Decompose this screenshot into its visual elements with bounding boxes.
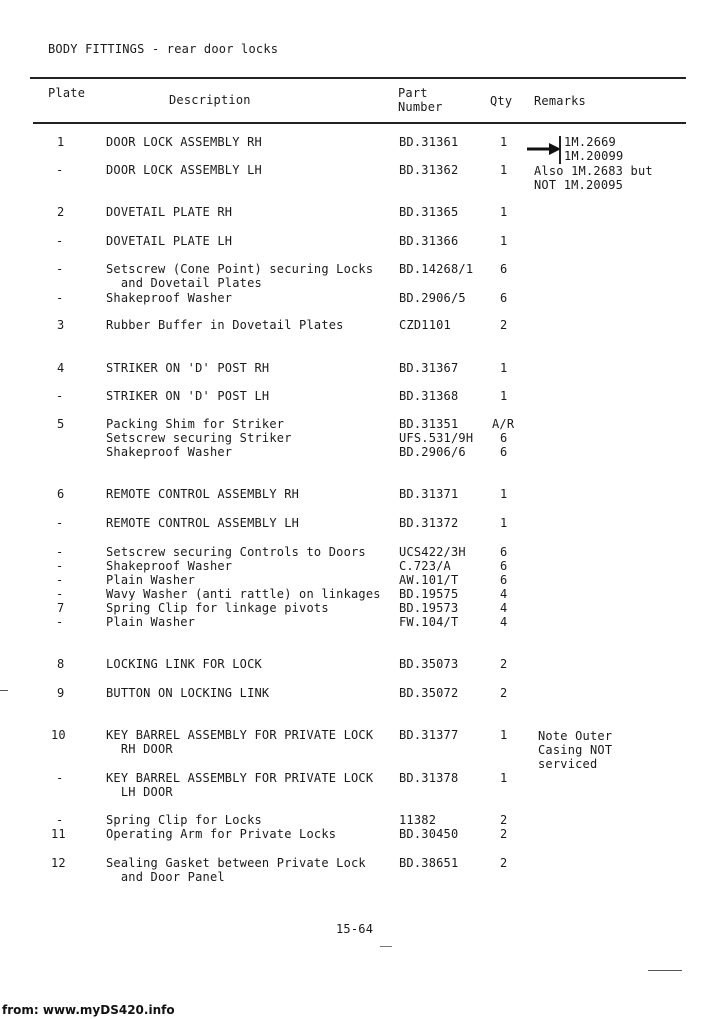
row-part-number: CZD1101 [399, 318, 451, 332]
row-qty: 1 [500, 163, 508, 177]
remark-serial-to: 1M.20099 [564, 149, 624, 163]
row-description: STRIKER ON 'D' POST RH [106, 361, 270, 375]
row-plate: 2 [57, 205, 65, 219]
row-plate: - [56, 163, 64, 177]
row-description: LOCKING LINK FOR LOCK [106, 657, 262, 671]
row-plate: 6 [57, 487, 65, 501]
col-header-qty: Qty [490, 94, 513, 108]
row-part-number: BD.31378 [399, 771, 459, 785]
row-qty: 1 [500, 361, 508, 375]
row-qty: A/R [492, 417, 515, 431]
remark-serial-from: 1M.2669 [564, 135, 616, 149]
row-part-number: BD.38651 [399, 856, 459, 870]
row-description: Operating Arm for Private Locks [106, 827, 337, 841]
row-qty: 1 [500, 389, 508, 403]
page-title: BODY FITTINGS - rear door locks [48, 42, 279, 56]
row-plate: 11 [51, 827, 66, 841]
row-description: DOVETAIL PLATE RH [106, 205, 233, 219]
row-part-number: BD.35073 [399, 657, 459, 671]
row-plate: 3 [57, 318, 65, 332]
row-description: DOVETAIL PLATE LH [106, 234, 233, 248]
row-description: Wavy Washer (anti rattle) on linkages [106, 587, 381, 601]
row-description: KEY BARREL ASSEMBLY FOR PRIVATE LOCK [106, 771, 374, 785]
row-description: Shakeproof Washer [106, 291, 233, 305]
row-plate: 1 [57, 135, 65, 149]
col-header-part-line2: Number [398, 100, 443, 114]
row-description: Shakeproof Washer [106, 559, 233, 573]
row-plate: - [56, 389, 64, 403]
row-qty: 6 [500, 262, 508, 276]
row-qty: 4 [500, 615, 508, 629]
row-qty: 1 [500, 135, 508, 149]
arrow-right-icon [527, 143, 561, 155]
row-part-number: UFS.531/9H [399, 431, 474, 445]
row-plate: 12 [51, 856, 66, 870]
row-qty: 2 [500, 318, 508, 332]
row-part-number: C.723/A [399, 559, 451, 573]
row-description: Sealing Gasket between Private Lock [106, 856, 366, 870]
row-plate: - [56, 771, 64, 785]
row-description: KEY BARREL ASSEMBLY FOR PRIVATE LOCK [106, 728, 374, 742]
row-plate: - [56, 516, 64, 530]
row-part-number: BD.31365 [399, 205, 459, 219]
row-description: RH DOOR [106, 742, 173, 756]
row-part-number: BD.31367 [399, 361, 459, 375]
row-qty: 6 [500, 445, 508, 459]
row-qty: 6 [500, 291, 508, 305]
row-plate: - [56, 545, 64, 559]
row-plate: - [56, 559, 64, 573]
row-qty: 1 [500, 728, 508, 742]
row-description: Setscrew securing Striker [106, 431, 292, 445]
col-header-remarks: Remarks [534, 94, 586, 108]
page-number-dash [380, 946, 392, 947]
row-plate: - [56, 615, 64, 629]
page-number: 15-64 [336, 922, 374, 936]
row-qty: 4 [500, 587, 508, 601]
row-part-number: UCS422/3H [399, 545, 466, 559]
row-plate: - [56, 587, 64, 601]
remark-note-line2: Casing NOT [538, 743, 613, 757]
row-part-number: BD.31361 [399, 135, 459, 149]
row-qty: 2 [500, 827, 508, 841]
row-qty: 6 [500, 431, 508, 445]
row-part-number: 11382 [399, 813, 437, 827]
row-plate: 8 [57, 657, 65, 671]
row-plate: 5 [57, 417, 65, 431]
remark-also: Also 1M.2683 but [534, 164, 653, 178]
row-qty: 1 [500, 487, 508, 501]
row-plate: - [56, 262, 64, 276]
row-qty: 1 [500, 205, 508, 219]
row-qty: 4 [500, 601, 508, 615]
col-header-plate: Plate [48, 86, 86, 100]
col-header-part-line1: Part [398, 86, 428, 100]
row-part-number: BD.31371 [399, 487, 459, 501]
row-description: Shakeproof Washer [106, 445, 233, 459]
row-plate: - [56, 234, 64, 248]
row-qty: 2 [500, 813, 508, 827]
row-qty: 6 [500, 545, 508, 559]
row-part-number: BD.31351 [399, 417, 459, 431]
row-description: and Dovetail Plates [106, 276, 262, 290]
row-description: Plain Washer [106, 573, 196, 587]
row-description: REMOTE CONTROL ASSEMBLY RH [106, 487, 300, 501]
row-part-number: BD.31372 [399, 516, 459, 530]
row-description: REMOTE CONTROL ASSEMBLY LH [106, 516, 300, 530]
row-qty: 6 [500, 573, 508, 587]
col-header-description: Description [169, 93, 251, 107]
row-description: STRIKER ON 'D' POST LH [106, 389, 270, 403]
remark-note-line3: serviced [538, 757, 598, 771]
row-plate: 10 [51, 728, 66, 742]
row-part-number: BD.30450 [399, 827, 459, 841]
remark-bracket [559, 136, 561, 164]
row-description: DOOR LOCK ASSEMBLY RH [106, 135, 262, 149]
row-qty: 1 [500, 234, 508, 248]
row-plate: - [56, 573, 64, 587]
row-part-number: BD.19573 [399, 601, 459, 615]
row-description: Packing Shim for Striker [106, 417, 285, 431]
header-bottom-rule [33, 122, 686, 124]
header-top-rule [30, 77, 686, 79]
row-plate: 7 [57, 601, 65, 615]
row-qty: 1 [500, 516, 508, 530]
row-qty: 6 [500, 559, 508, 573]
row-part-number: AW.101/T [399, 573, 459, 587]
row-part-number: BD.2906/5 [399, 291, 466, 305]
row-description: Spring Clip for Locks [106, 813, 262, 827]
row-qty: 1 [500, 771, 508, 785]
row-part-number: BD.2906/6 [399, 445, 466, 459]
row-description: Setscrew (Cone Point) securing Locks [106, 262, 374, 276]
row-part-number: BD.31366 [399, 234, 459, 248]
row-part-number: BD.31377 [399, 728, 459, 742]
remark-not: NOT 1M.20095 [534, 178, 624, 192]
footer-source: from: www.myDS420.info [2, 1003, 175, 1017]
row-description: Rubber Buffer in Dovetail Plates [106, 318, 344, 332]
left-margin-mark [0, 690, 8, 691]
row-plate: 4 [57, 361, 65, 375]
row-part-number: BD.31368 [399, 389, 459, 403]
row-plate: - [56, 291, 64, 305]
row-plate: 9 [57, 686, 65, 700]
bottom-right-mark [648, 970, 682, 971]
row-description: LH DOOR [106, 785, 173, 799]
row-description: Setscrew securing Controls to Doors [106, 545, 366, 559]
row-description: and Door Panel [106, 870, 225, 884]
remark-note-line1: Note Outer [538, 729, 613, 743]
row-part-number: BD.31362 [399, 163, 459, 177]
row-description: DOOR LOCK ASSEMBLY LH [106, 163, 262, 177]
row-part-number: BD.35072 [399, 686, 459, 700]
row-qty: 2 [500, 856, 508, 870]
row-description: Spring Clip for linkage pivots [106, 601, 329, 615]
row-description: BUTTON ON LOCKING LINK [106, 686, 270, 700]
row-description: Plain Washer [106, 615, 196, 629]
row-qty: 2 [500, 686, 508, 700]
row-qty: 2 [500, 657, 508, 671]
row-part-number: BD.14268/1 [399, 262, 474, 276]
row-part-number: BD.19575 [399, 587, 459, 601]
row-part-number: FW.104/T [399, 615, 459, 629]
row-plate: - [56, 813, 64, 827]
